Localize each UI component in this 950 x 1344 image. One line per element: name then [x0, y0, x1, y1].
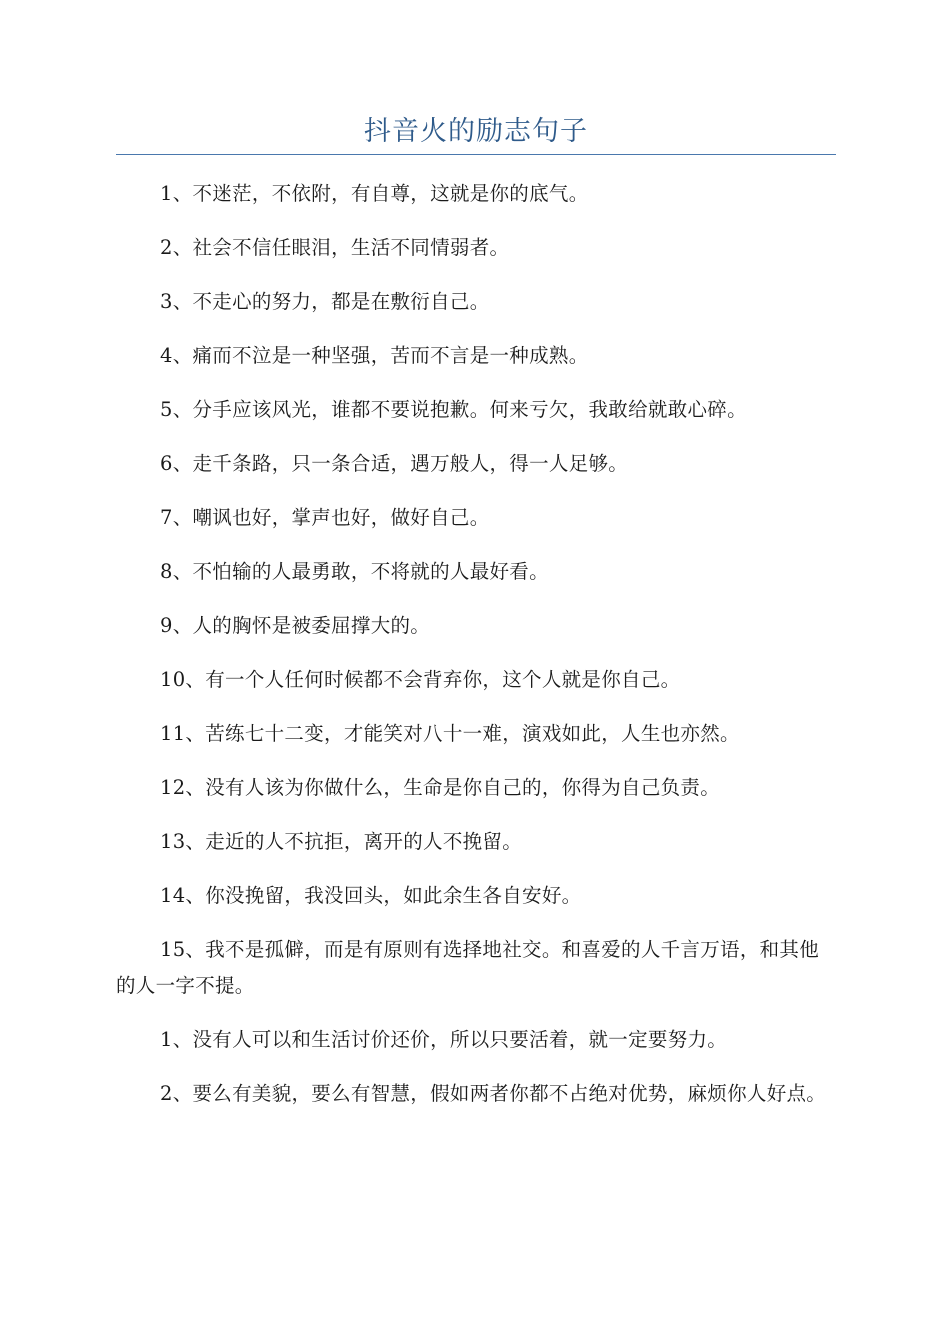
document-title: 抖音火的励志句子	[364, 116, 588, 147]
paragraph: 8、不怕输的人最勇敢，不将就的人最好看。	[160, 560, 549, 583]
paragraph: 3、不走心的努力，都是在敷衍自己。	[160, 290, 490, 313]
document-body	[116, 176, 836, 1130]
paragraph: 11、苦练七十二变，才能笑对八十一难，演戏如此，人生也亦然。	[160, 722, 740, 745]
paragraph: 14、你没挽留，我没回头，如此余生各自安好。	[160, 884, 582, 907]
paragraph: 15、我不是孤僻，而是有原则有选择地社交。和喜爱的人千言万语，和其他的人一字不提。	[116, 938, 820, 997]
paragraph: 4、痛而不泣是一种坚强，苦而不言是一种成熟。	[160, 344, 589, 367]
title-underline	[116, 154, 836, 155]
paragraph: 5、分手应该风光，谁都不要说抱歉。何来亏欠，我敢给就敢心碎。	[160, 398, 747, 421]
paragraph: 9、人的胸怀是被委屈撑大的。	[160, 614, 431, 637]
paragraph: 1、没有人可以和生活讨价还价，所以只要活着，就一定要努力。	[160, 1028, 728, 1051]
paragraph: 10、有一个人任何时候都不会背弃你，这个人就是你自己。	[160, 668, 681, 691]
paragraph: 12、没有人该为你做什么，生命是你自己的，你得为自己负责。	[160, 776, 721, 799]
paragraph: 13、走近的人不抗拒，离开的人不挽留。	[160, 830, 523, 853]
paragraph: 1、不迷茫，不依附，有自尊，这就是你的底气。	[160, 182, 589, 205]
paragraph: 7、嘲讽也好，掌声也好，做好自己。	[160, 506, 490, 529]
paragraph: 2、社会不信任眼泪，生活不同情弱者。	[160, 236, 510, 259]
paragraph: 6、走千条路，只一条合适，遇万般人，得一人足够。	[160, 452, 629, 475]
paragraph: 2、要么有美貌，要么有智慧，假如两者你都不占绝对优势，麻烦你人好点。	[160, 1082, 827, 1105]
